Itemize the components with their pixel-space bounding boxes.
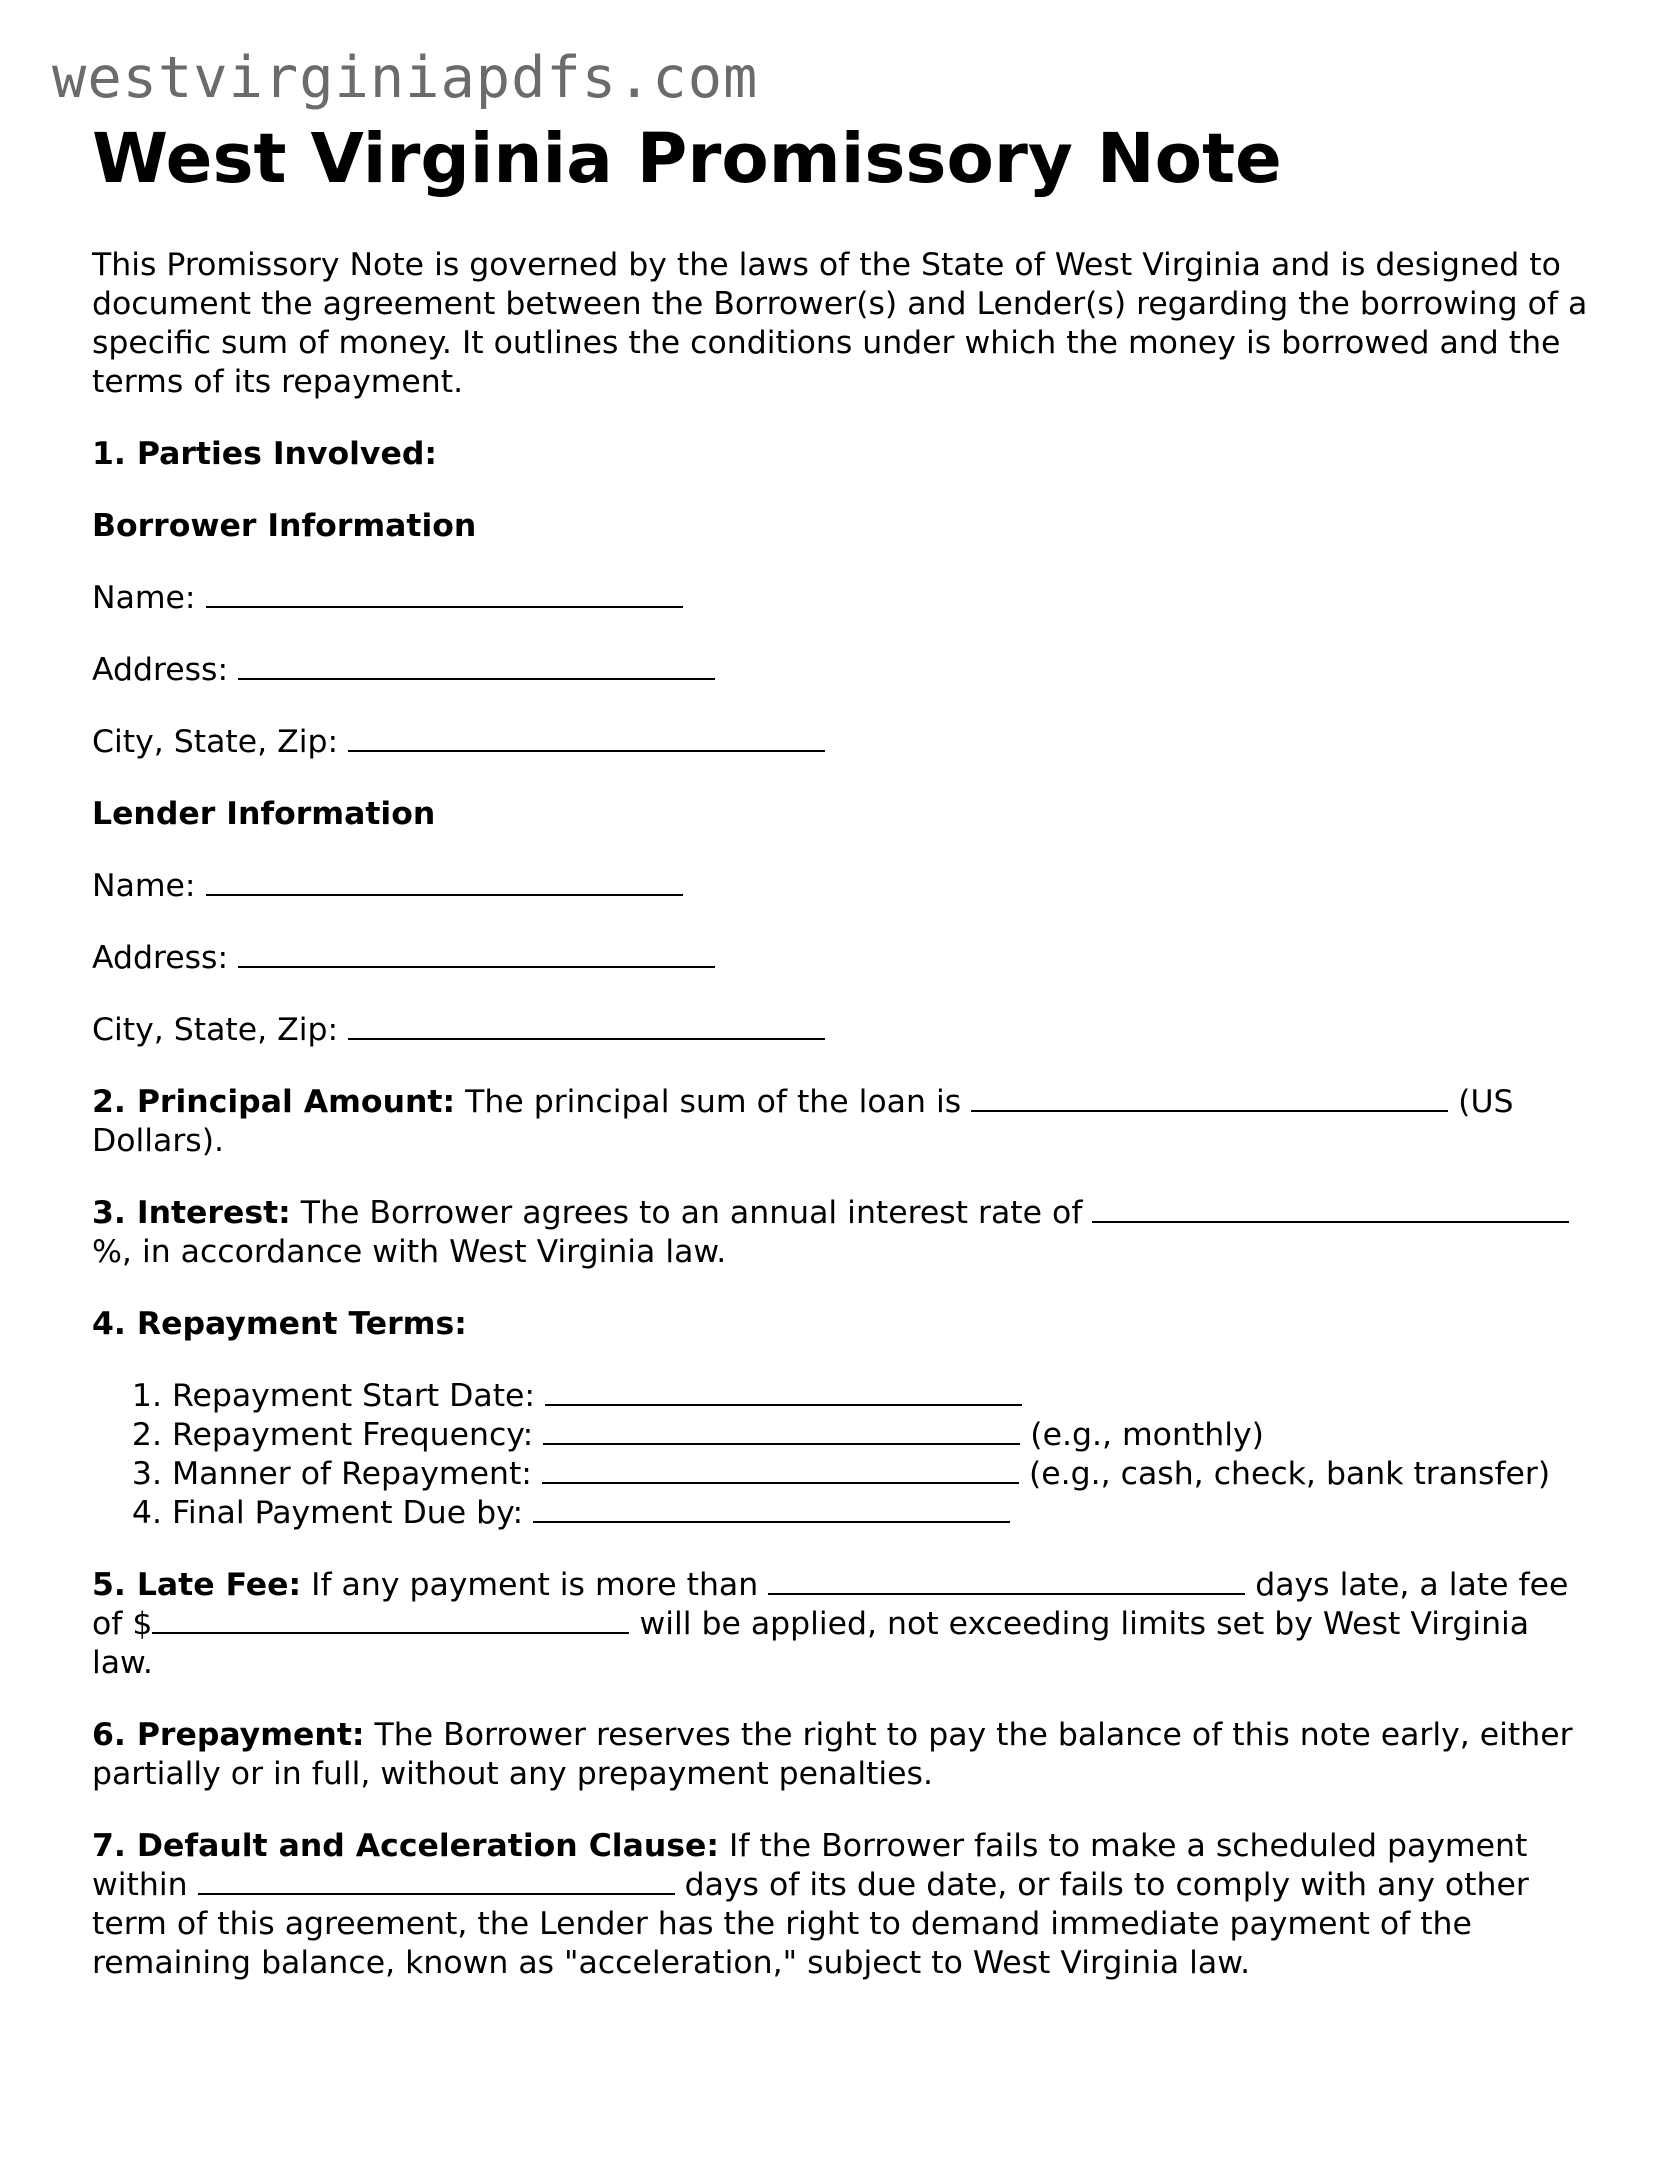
- lender-name-field[interactable]: [206, 867, 683, 896]
- late-fee-amount-field[interactable]: [152, 1605, 629, 1634]
- prepayment-heading: 6. Prepayment:: [92, 1717, 365, 1753]
- repayment-manner-field[interactable]: [542, 1455, 1019, 1484]
- borrower-city-field[interactable]: [348, 723, 825, 752]
- lender-address-line: [92, 939, 1592, 978]
- prepayment-clause: 6. Prepayment: The Borrower reserves the right to pay the balance of this note early, either partially or in full, without any prepayment penalties.: [92, 1717, 1573, 1792]
- repayment-start-date-field[interactable]: [545, 1377, 1022, 1406]
- late-fee-heading: 5. Late Fee:: [92, 1567, 302, 1603]
- document-page: [92, 118, 1592, 2016]
- borrower-name-label: Name:: [92, 580, 196, 616]
- document-title: West Virginia Promissory Note: [92, 119, 1282, 199]
- lender-name-label: Name:: [92, 868, 196, 904]
- borrower-address-line: [92, 651, 1592, 690]
- principal-clause: 2. Principal Amount: The principal sum of the loan is (US Dollars).: [92, 1084, 1514, 1159]
- lender-address-field[interactable]: [238, 939, 715, 968]
- repayment-heading: 4. Repayment Terms:: [92, 1306, 467, 1342]
- parties-heading: 1. Parties Involved:: [92, 436, 437, 472]
- lender-city-field[interactable]: [348, 1011, 825, 1040]
- borrower-address-field[interactable]: [238, 651, 715, 680]
- lender-city-label: City, State, Zip:: [92, 1012, 339, 1048]
- repayment-frequency-field[interactable]: [543, 1416, 1020, 1445]
- watermark: westvirginiapdfs.com: [52, 45, 759, 111]
- default-heading: 7. Default and Acceleration Clause:: [92, 1828, 720, 1864]
- borrower-address-label: Address:: [92, 652, 229, 688]
- borrower-city-line: [92, 723, 1592, 762]
- late-days-field[interactable]: [768, 1566, 1245, 1595]
- lender-heading: Lender Information: [92, 796, 436, 832]
- lender-name-line: [92, 867, 1592, 906]
- intro-paragraph: This Promissory Note is governed by the laws of the State of West Virginia and is designed to document the agreement between the Borrower(s) and Lender(s) regarding the borrowing of a specific sum of money. It outlines the conditions under which the money is borrowed and the terms of its repayment.: [92, 247, 1588, 400]
- list-item: 1. Repayment Start Date:: [172, 1377, 1592, 1416]
- interest-heading: 3. Interest:: [92, 1195, 291, 1231]
- list-item: 3. Manner of Repayment: (e.g., cash, check, bank transfer): [172, 1455, 1592, 1494]
- borrower-name-field[interactable]: [206, 579, 683, 608]
- list-item: 4. Final Payment Due by:: [172, 1494, 1592, 1533]
- principal-amount-field[interactable]: [971, 1083, 1448, 1112]
- final-payment-date-field[interactable]: [533, 1494, 1010, 1523]
- interest-clause: 3. Interest: The Borrower agrees to an annual interest rate of %, in accordance with West Virginia law.: [92, 1194, 1592, 1272]
- borrower-city-label: City, State, Zip:: [92, 724, 339, 760]
- principal-heading: 2. Principal Amount:: [92, 1084, 456, 1120]
- borrower-name-line: [92, 579, 1592, 618]
- interest-rate-field[interactable]: [1092, 1194, 1569, 1223]
- repayment-terms-list: [92, 1377, 1592, 1533]
- lender-address-label: Address:: [92, 940, 229, 976]
- borrower-heading: Borrower Information: [92, 508, 477, 544]
- late-fee-clause: 5. Late Fee: If any payment is more than days late, a late fee of $ will be applied, not exceeding limits set by West Virginia law.: [92, 1567, 1569, 1681]
- list-item: 2. Repayment Frequency: (e.g., monthly): [172, 1416, 1592, 1455]
- default-days-field[interactable]: [198, 1866, 675, 1895]
- lender-city-line: [92, 1011, 1592, 1050]
- default-clause: 7. Default and Acceleration Clause: If the Borrower fails to make a scheduled payment within days of its due date, or fails to comply with any other term of this agreement, the Lender has the right to demand immediate payment of the remaining balance, known as "acceleration," subject to West Virginia law.: [92, 1828, 1529, 1981]
